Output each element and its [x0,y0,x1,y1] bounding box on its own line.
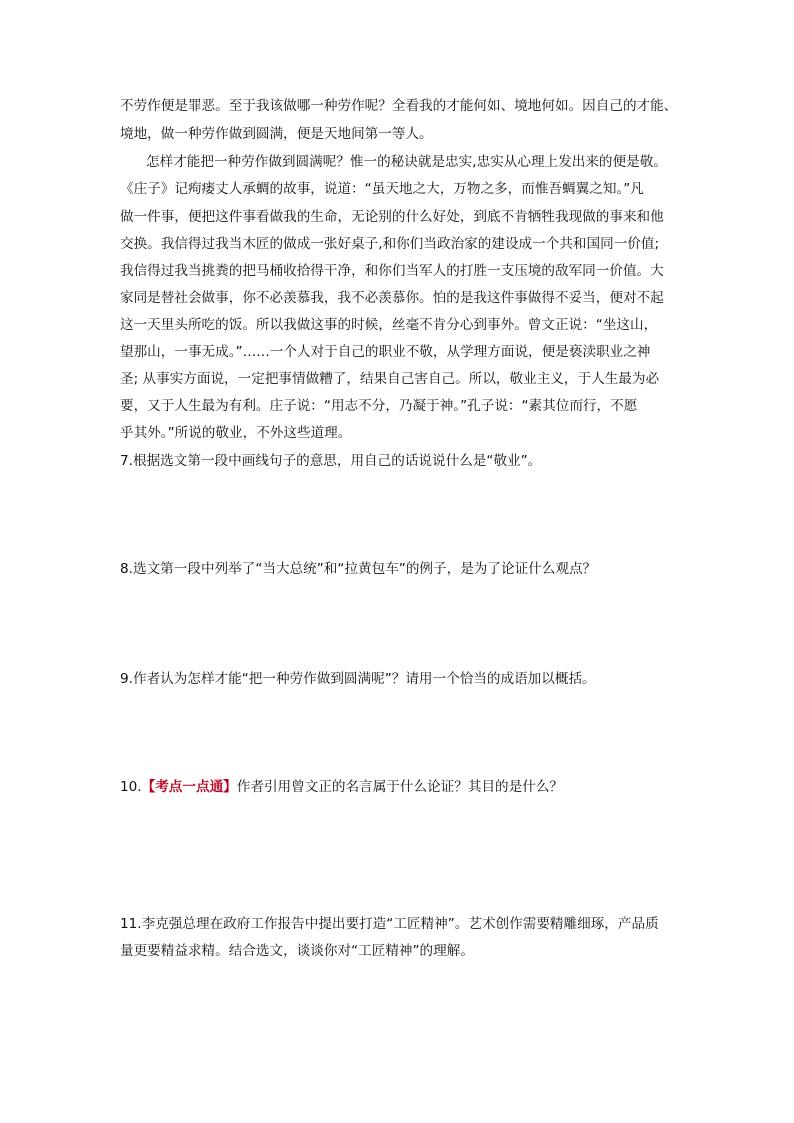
passage-line: 怎样才能把一种劳作做到圆满呢？惟一的秘诀就是忠实,忠实从心理上发出来的便是敬。 [146,154,667,170]
passage-line: 要，又于人生最为有利。庄子说：“用志不分，乃凝于神。”孔子说：“素其位而行，不愿 [120,398,638,414]
passage-line: 我信得过我当挑粪的把马桶收拾得干净，和你们当军人的打胜一支压境的敌军同一价值。大 [120,263,664,279]
passage-line: 不劳作便是罪恶。至于我该做哪一种劳作呢？全看我的才能何如、境地何如。因自己的才能、 [120,98,678,114]
passage-line: 做一件事，便把这件事看做我的生命，无论别的什么好处，到底不肯牺牲我现做的事来和他 [120,209,664,225]
passage-line: 望那山，一事无成。”……一个人对于自己的职业不敬，从学理方面说，便是亵渎职业之神 [120,344,651,360]
question-7: 7.根据选文第一段中画线句子的意思，用自己的话说说什么是“敬业”。 [120,453,542,469]
passage-line: 家同是替社会做事，你不必羡慕我，我不必羡慕你。怕的是我这件事做得不妥当，便对不起 [120,290,664,306]
passage-line: 圣; 从事实方面说，一定把事情做糟了，结果自己害自己。所以，敬业主义，于人生最为必 [120,371,660,387]
passage-line: 《庄子》记痀瘘丈人承蜩的故事，说道：“虽天地之大，万物之多，而惟吾蜩翼之知。”凡 [120,181,644,197]
passage-line: 乎其外。”所说的敬业，不外这些道理。 [120,425,352,441]
passage-line: 这一天里头所吃的饭。所以我做这事的时候，丝毫不肯分心到事外。曾文正说：“坐这山， [120,317,658,333]
question-9: 9.作者认为怎样才能“把一种劳作做到圆满呢”？请用一个恰当的成语加以概括。 [120,671,596,687]
question-10-text: 作者引用曾文正的名言属于什么论证？其目的是什么？ [236,779,564,795]
question-10 [120,775,563,799]
question-8: 8.选文第一段中列举了“当大总统”和“拉黄包车”的例子，是为了论证什么观点？ [120,561,597,577]
question-11-line-1: 11.李克强总理在政府工作报告中提出要打造“工匠精神”。艺术创作需要精雕细琢，产品质 [120,916,659,932]
key-point-tag: 【考点一点通】 [141,779,237,795]
passage-line: 交换。我信得过我当木匠的做成一张好桌子,和你们当政治家的建设成一个共和国同一价值; [120,236,660,252]
question-10-number: 10. [120,779,142,795]
passage-line: 境地，做一种劳作做到圆满，便是天地间第一等人。 [120,126,433,142]
question-11-line-2: 量更要精益求精。结合选文，谈谈你对“工匠精神”的理解。 [120,943,474,959]
